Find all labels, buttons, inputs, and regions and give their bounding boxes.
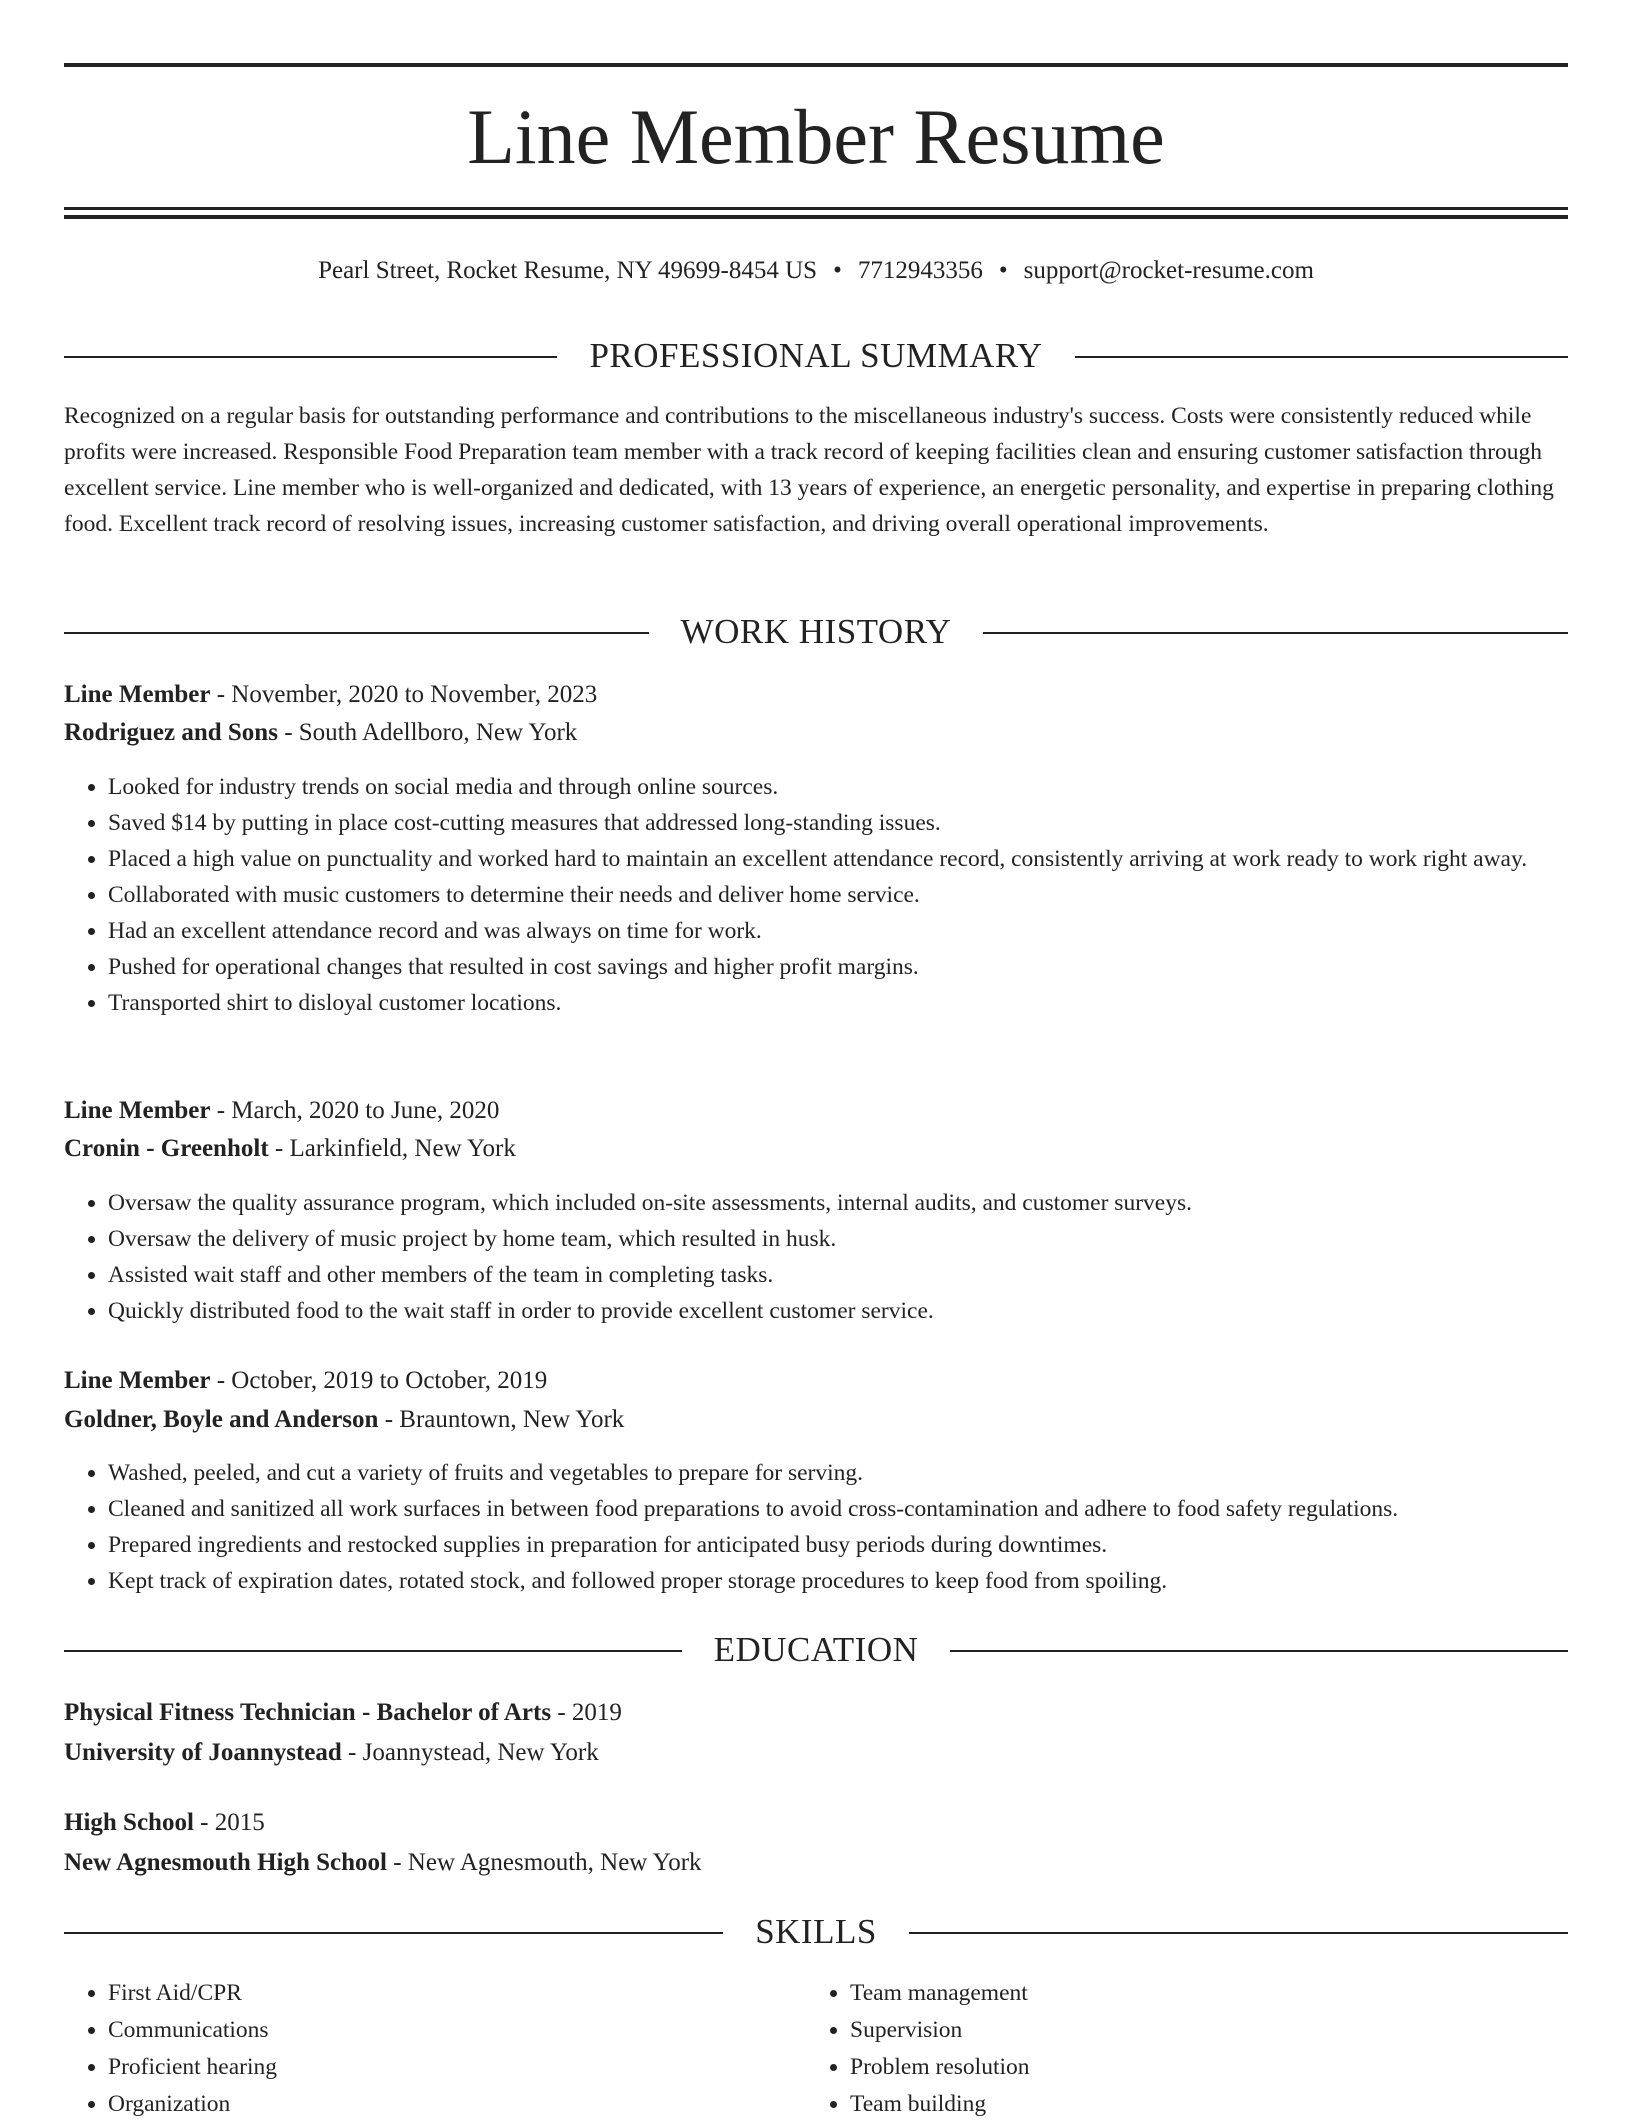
summary-text: Recognized on a regular basis for outstanding performance and contributions to the miscellaneous industry's success. Costs were consistently reduced while profits were increased. Responsible Food Preparation team member with a track record of keeping facilities clean and ensuring customer satisfaction through excellent service. Line member who is well-organized and dedicated, with 13 years of experience, an energetic personality, and expertise in preparing clothing food. Excellent track record of resolving issues, increasing customer satisfaction, and driving overall operational improvements.	[64, 403, 1554, 537]
list-item: • Prepared ingredients and restocked supplies in preparation for anticipated busy periods during downtimes.	[108, 1527, 1612, 1563]
education-degree: Physical Fitness Technician - Bachelor of Arts	[64, 1699, 552, 1726]
section-title: PROFESSIONAL SUMMARY	[557, 336, 1074, 376]
skills-list-left	[64, 1975, 808, 2123]
contact-email[interactable]: support@rocket-resume.com	[1023, 257, 1314, 284]
list-item: • Quickly distributed food to the wait staff in order to provide excellent customer service.	[108, 1293, 1612, 1329]
education-school: University of Joannystead	[64, 1739, 342, 1766]
list-item: • Had an excellent attendance record and was always on time for work.	[108, 913, 1612, 949]
education-degree-line	[64, 1695, 622, 1731]
skill-item: • Team management	[850, 1975, 1550, 2012]
job-role: Line Member	[64, 1367, 211, 1394]
list-item: • Oversaw the quality assurance program, which included on-site assessments, internal audits, and customer surveys.	[108, 1185, 1612, 1221]
section-title: SKILLS	[723, 1912, 909, 1952]
job-location: - South Adellboro, New York	[277, 719, 578, 746]
education-year: - 2015	[193, 1809, 265, 1836]
contact-separator: •	[833, 257, 842, 284]
contact-separator: •	[998, 257, 1008, 284]
list-item: • Pushed for operational changes that resulted in cost savings and higher profit margins.	[108, 949, 1612, 985]
list-item: • Oversaw the delivery of music project by home team, which resulted in husk.	[108, 1221, 1612, 1257]
education-year: - 2019	[551, 1699, 622, 1726]
job-title-line	[64, 1363, 547, 1399]
list-item: • Kept track of expiration dates, rotated stock, and followed proper storage procedures to keep food from spoiling.	[108, 1563, 1612, 1599]
contact-line	[64, 254, 1568, 288]
skills-list-right	[806, 1975, 1550, 2123]
education-degree-line	[64, 1805, 265, 1841]
list-item: • Transported shirt to disloyal customer locations.	[108, 985, 1612, 1021]
job-dates: - March, 2020 to June, 2020	[210, 1097, 500, 1124]
education-location: - New Agnesmouth, New York	[386, 1849, 702, 1876]
job-location: - Larkinfield, New York	[268, 1135, 516, 1162]
education-location: - Joannystead, New York	[341, 1739, 599, 1766]
skill-item: • Organization	[108, 2086, 808, 2123]
job-role: Line Member	[64, 1097, 211, 1124]
header-bottom-rule	[64, 207, 1568, 210]
list-item: • Washed, peeled, and cut a variety of fruits and vegetables to prepare for serving.	[108, 1455, 1612, 1491]
job-company: Goldner, Boyle and Anderson	[64, 1406, 379, 1433]
job-company: Cronin - Greenholt	[64, 1135, 269, 1162]
job-bullets	[64, 1185, 1612, 1329]
education-degree: High School	[64, 1809, 194, 1836]
job-company-line	[64, 1402, 624, 1438]
education-school: New Agnesmouth High School	[64, 1849, 387, 1876]
list-item: • Placed a high value on punctuality and worked hard to maintain an excellent attendance record, consistently arriving at work ready to work right away.	[108, 841, 1612, 877]
list-item: • Assisted wait staff and other members of the team in completing tasks.	[108, 1257, 1612, 1293]
section-header-skills	[64, 1912, 1568, 1952]
section-title: WORK HISTORY	[649, 612, 984, 652]
job-title-line	[64, 677, 597, 713]
skill-item: • Supervision	[850, 2012, 1550, 2049]
skill-item: • Proficient hearing	[108, 2049, 808, 2086]
list-item: • Cleaned and sanitized all work surfaces in between food preparations to avoid cross-contamination and adhere to food safety regulations.	[108, 1491, 1612, 1527]
section-header-work-history	[64, 612, 1568, 652]
skill-item: • Communications	[108, 2012, 808, 2049]
job-location: - Brauntown, New York	[378, 1406, 625, 1433]
job-role: Line Member	[64, 681, 211, 708]
job-bullets	[64, 1455, 1612, 1599]
list-item: • Collaborated with music customers to determine their needs and deliver home service.	[108, 877, 1612, 913]
section-header-summary	[64, 336, 1568, 376]
section-title: EDUCATION	[682, 1630, 951, 1670]
contact-phone: 7712943356	[857, 257, 983, 284]
section-header-education	[64, 1630, 1568, 1670]
skill-item: • Problem resolution	[850, 2049, 1550, 2086]
job-dates: - October, 2019 to October, 2019	[210, 1367, 548, 1394]
skill-item: • Team building	[850, 2086, 1550, 2123]
skill-item: • First Aid/CPR	[108, 1975, 808, 2012]
list-item: • Looked for industry trends on social media and through online sources.	[108, 769, 1612, 805]
job-bullets	[64, 769, 1612, 1021]
job-company-line	[64, 715, 577, 751]
job-company: Rodriguez and Sons	[64, 719, 278, 746]
header-bottom-rule-thick	[64, 215, 1568, 219]
resume-title: Line Member Resume	[467, 93, 1165, 180]
list-item: • Saved $14 by putting in place cost-cutting measures that addressed long-standing issues.	[108, 805, 1612, 841]
header-top-rule	[64, 63, 1568, 67]
job-dates: - November, 2020 to November, 2023	[210, 681, 598, 708]
job-title-line	[64, 1093, 499, 1129]
education-school-line	[64, 1735, 599, 1771]
contact-address: Pearl Street, Rocket Resume, NY 49699-8454 US	[318, 257, 818, 284]
job-company-line	[64, 1131, 516, 1167]
education-school-line	[64, 1845, 702, 1881]
